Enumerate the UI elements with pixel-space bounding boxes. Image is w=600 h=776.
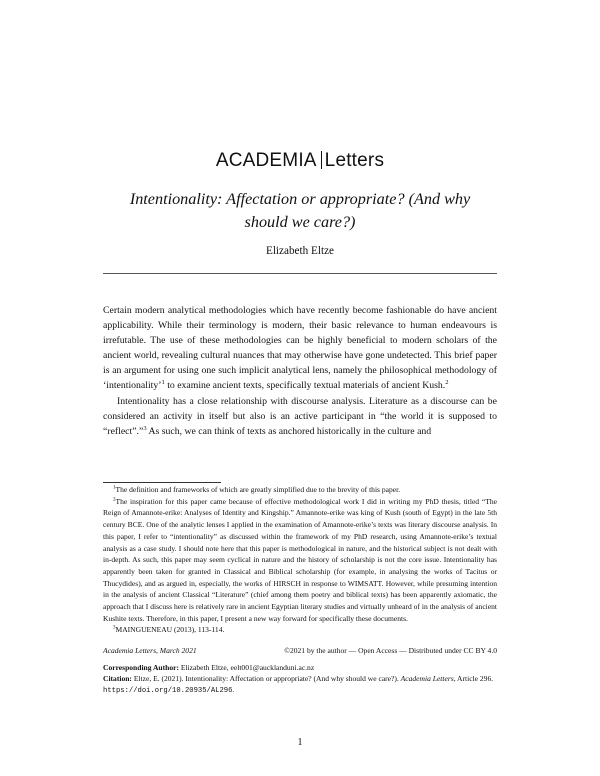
corresponding-author: [103, 662, 497, 673]
footnote-ref-2[interactable]: 2: [445, 379, 449, 387]
license-notice[interactable]: ©2021 by the author — Open Access — Distributed under CC BY 4.0: [284, 646, 497, 655]
footnote-number: 3: [113, 625, 116, 631]
citation: [103, 673, 497, 697]
doi-link[interactable]: https://doi.org/10.20935/AL296: [103, 687, 233, 695]
title-line-2: should we care?): [244, 213, 356, 231]
paragraph-1: [103, 303, 497, 394]
footnote-text: The definition and frameworks of which are greatly simplified due to the brevity of this paper.: [115, 485, 401, 494]
footnote-text: The inspiration for this paper came because of effective methodological work I did in writing my PhD thesis, titled “The Reign of Amannote-erike: Analyses of Identity and Kingship.” Amannote-erike was king of Kush (south of Egypt) in the late 5th century BCE. One of the analytic lenses I applied in the examination of Amannote-erike’s texts was literary discourse analysis. In this paper, I refer to “intentionality” as discussed within the framework of my PhD research, using Amannote-erike’s textual analysis as a case study. I should note here that this paper is methodological in nature, and the historical subject is not dealt with in-depth. As such, this paper may seem cyclical in nature and the history of scholarship is not the core issue. Intentionality has apparently been taken for granted in Classical and Biblical scholarship (for example, in analysing the works of Tacitus or Thucydides), and as argued in, especially, the works of HIRSCH in response to WIMSATT. However, while presuming intention in the analysis of ancient Classical “Literature” (chief among them poetry and biblical texts) has been apparently axiomatic, the approach that I discuss here is relatively rare in ancient Egyptian literary studies and virtually unheard of in the analysis of ancient Kushite texts. Therefore, in this paper, I present a new way forward for specifically these documents.: [103, 496, 497, 623]
p1-text-a: Certain modern analytical methodologies which have recently become fashionable do have ancient applicability. While their terminology is modern, their basic relevance to human endeavours is irrefutable. The use of these methodologies can be highly beneficial to modern scholars of the ancient world, revealing cultural nuances that may otherwise have gone undetected. This brief paper is an argument for using one such implicit analytical lens, namely the philosophical methodology of ‘intentionality’: [103, 305, 497, 392]
footnote-divider: [103, 482, 221, 483]
brand-divider: [321, 151, 322, 169]
academia-letters-logo: [0, 150, 600, 172]
footnote-ref-1[interactable]: 1: [161, 379, 165, 387]
footnote-number: 2: [113, 497, 116, 503]
footnote-text: MAINGUENEAU (2013), 113-114.: [115, 625, 225, 635]
p1-text-b: to examine ancient texts, specifically textual materials of ancient Kush.: [164, 380, 446, 392]
p2-text-a: Intentionality has a close relationship with discourse analysis. Literature as a discourse can be considered an activity in itself but also is an active participant in “the world it is supposed to “reflect”.”: [103, 395, 497, 437]
article-body: [103, 303, 497, 439]
cite-label: Citation:: [103, 674, 132, 683]
footnote-1: [103, 484, 497, 496]
page-number: 1: [297, 737, 303, 748]
cite-article: , Article 296.: [453, 674, 494, 683]
footnote-ref-3[interactable]: 3: [143, 424, 147, 432]
p2-text-b: As such, we can think of texts as anchored historically in the culture and: [146, 425, 432, 437]
title-line-1: Intentionality: Affectation or appropriate? (And why: [129, 190, 471, 208]
cite-text: Eltze, E. (2021). Intentionality: Affectation or appropriate? (And why should we care?).: [131, 674, 401, 683]
article-title: [100, 188, 500, 234]
footnote-3: [103, 624, 497, 636]
corr-label: Corresponding Author:: [103, 663, 179, 672]
footnote-2: [103, 496, 497, 625]
cite-journal: Academia Letters: [400, 674, 454, 683]
footer-top-row: [103, 645, 497, 656]
brand-main: ACADEMIA: [215, 150, 317, 171]
author-name: Elizabeth Eltze: [265, 245, 335, 257]
paragraph-2: [103, 394, 497, 439]
journal-issue: Academia Letters, March 2021: [103, 646, 197, 655]
footnote-number: 1: [113, 485, 116, 491]
corr-value[interactable]: Elizabeth Eltze, eelt001@aucklanduni.ac.nz: [178, 663, 315, 672]
title-divider: [103, 273, 497, 274]
footnotes: [103, 484, 497, 636]
brand-sub: Letters: [324, 150, 385, 171]
page-footer: [103, 645, 497, 697]
footer-details: [103, 662, 497, 697]
doi-end: .: [232, 685, 235, 694]
